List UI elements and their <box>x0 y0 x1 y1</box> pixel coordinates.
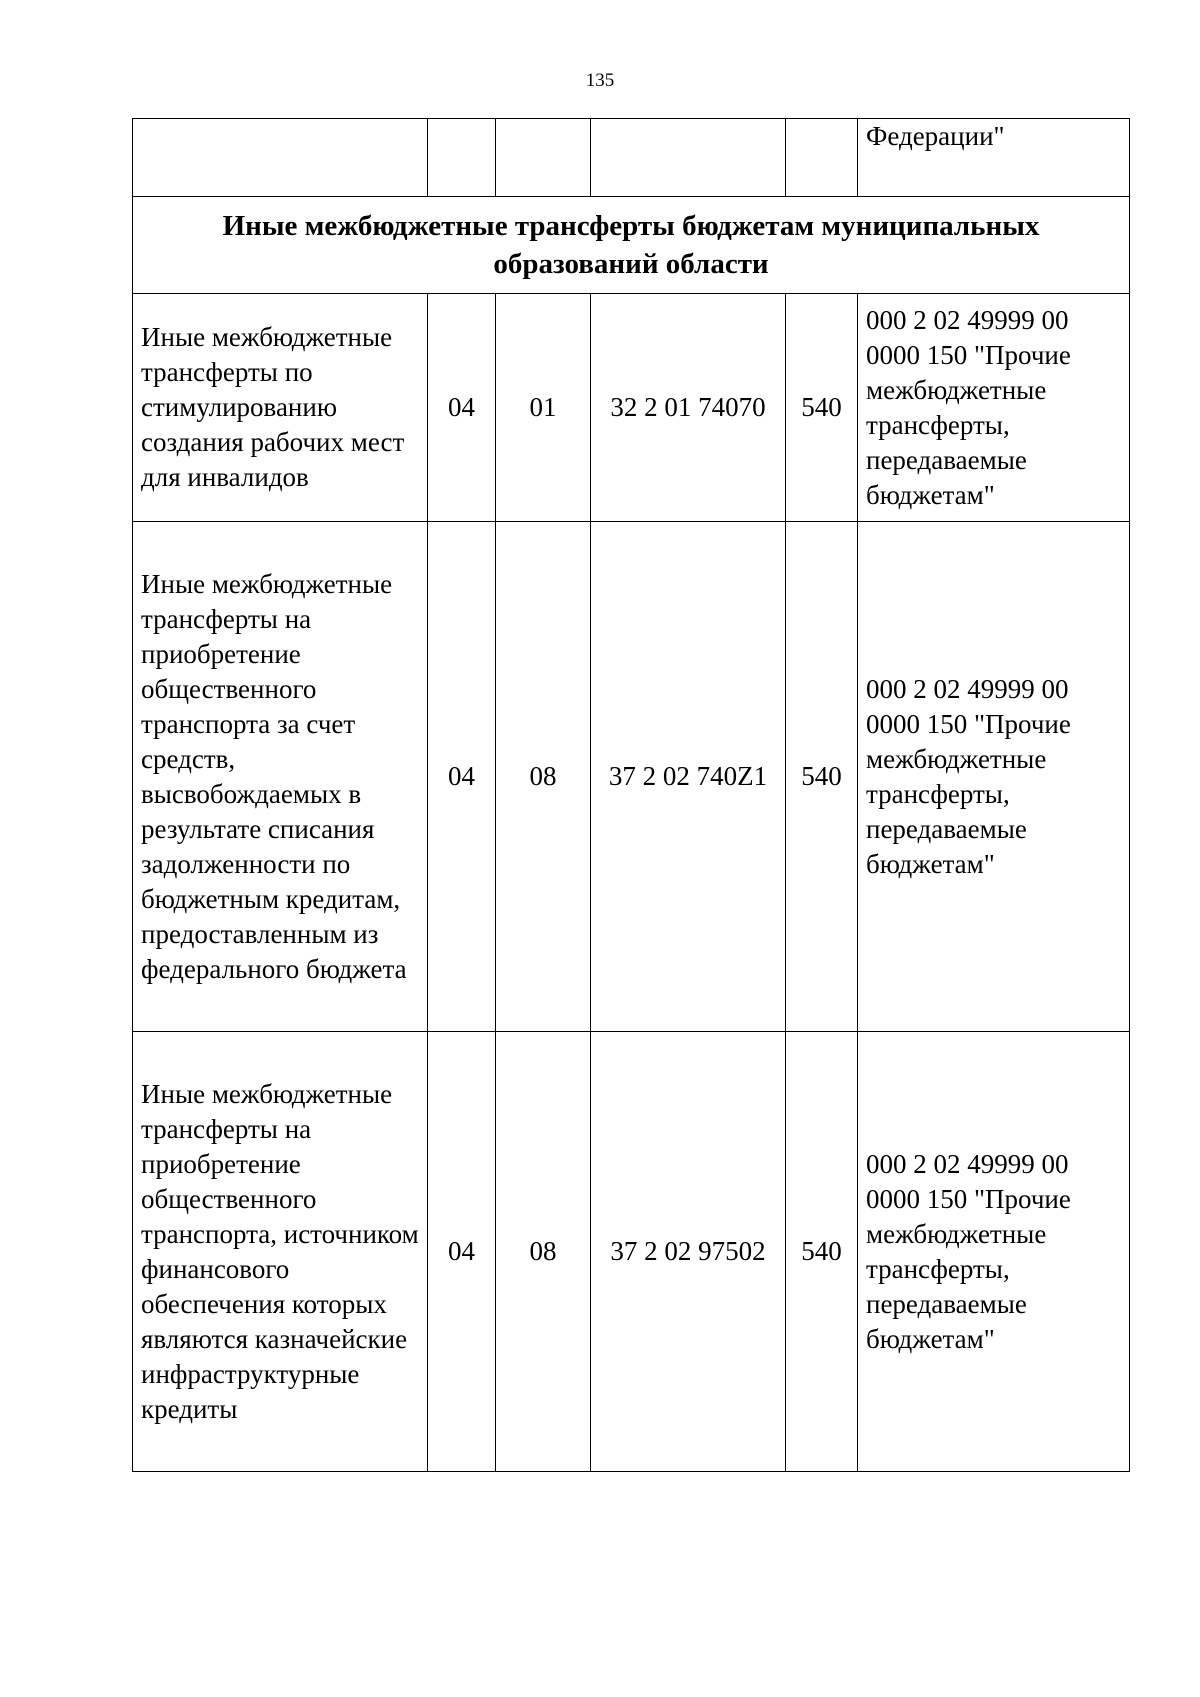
continuation-kbk-cell: Федерации" <box>858 119 1130 197</box>
row-csr-cell: 37 2 02 740Z1 <box>591 522 786 1032</box>
row-vr-cell: 540 <box>786 294 858 522</box>
row-kbk-cell: 000 2 02 49999 00 0000 150 "Прочие межбюджетные трансферты, передаваемые бюджетам" <box>858 294 1130 522</box>
row-csr-cell: 32 2 01 74070 <box>591 294 786 522</box>
row-csr-cell: 37 2 02 97502 <box>591 1032 786 1472</box>
row-rz-cell: 04 <box>428 522 496 1032</box>
row-name-cell: Иные межбюджетные трансферты по стимулированию создания рабочих мест для инвалидов <box>133 294 428 522</box>
row-vr-cell: 540 <box>786 522 858 1032</box>
continuation-row <box>133 119 1130 197</box>
section-title: Иные межбюджетные трансферты бюджетам муниципальных образований области <box>133 197 1130 294</box>
table-row <box>133 522 1130 1032</box>
section-heading-row <box>133 197 1130 294</box>
table-row <box>133 294 1130 522</box>
continuation-pr-cell <box>496 119 591 197</box>
row-rz-cell: 04 <box>428 1032 496 1472</box>
continuation-name-cell <box>133 119 428 197</box>
table-row <box>133 1032 1130 1472</box>
budget-transfers-table <box>132 118 1130 1472</box>
continuation-rz-cell <box>428 119 496 197</box>
row-rz-cell: 04 <box>428 294 496 522</box>
row-name-cell: Иные межбюджетные трансферты на приобретение общественного транспорта, источником финансового обеспечения которых являются казначейские инфраструктурные кредиты <box>133 1032 428 1472</box>
continuation-vr-cell <box>786 119 858 197</box>
row-kbk-cell: 000 2 02 49999 00 0000 150 "Прочие межбюджетные трансферты, передаваемые бюджетам" <box>858 522 1130 1032</box>
row-pr-cell: 08 <box>496 1032 591 1472</box>
continuation-csr-cell <box>591 119 786 197</box>
row-vr-cell: 540 <box>786 1032 858 1472</box>
row-name-cell: Иные межбюджетные трансферты на приобретение общественного транспорта за счет средств, высвобождаемых в результате списания задолженности по бюджетным кредитам, предоставленным из федерального бюджета <box>133 522 428 1032</box>
row-pr-cell: 01 <box>496 294 591 522</box>
row-kbk-cell: 000 2 02 49999 00 0000 150 "Прочие межбюджетные трансферты, передаваемые бюджетам" <box>858 1032 1130 1472</box>
row-pr-cell: 08 <box>496 522 591 1032</box>
page-number: 135 <box>585 70 615 91</box>
